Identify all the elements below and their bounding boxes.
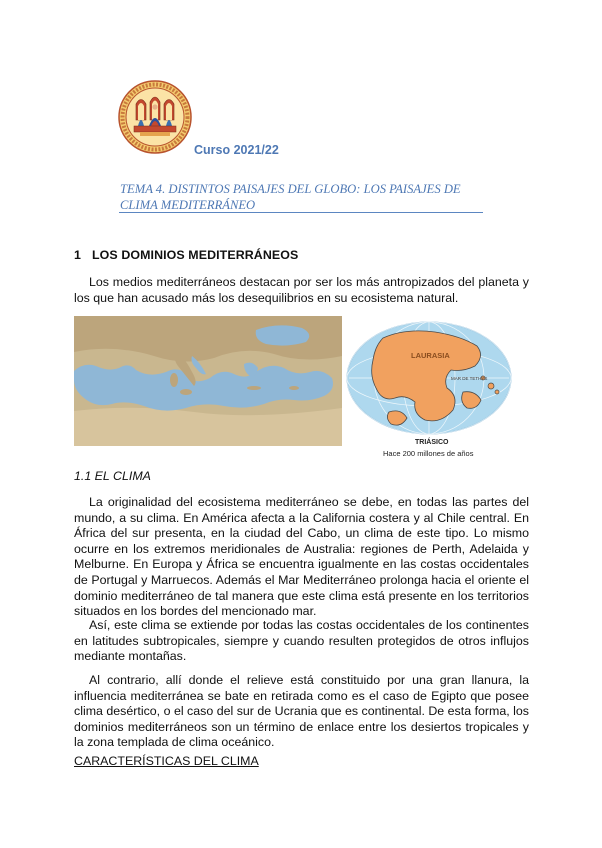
climate-paragraph-2: Así, este clima se extiende por todas las costas occidentales de los continentes en latitudes subtropicales, siempre y cuando resulten protegidos de otros influjos mediante montañas. bbox=[74, 618, 529, 664]
course-year: Curso 2021/22 bbox=[194, 143, 279, 157]
section-number: 1 bbox=[74, 248, 81, 262]
title-underline bbox=[119, 212, 483, 213]
triassic-label: TRIÁSICO bbox=[415, 439, 449, 446]
laurasia-label: LAURASIA bbox=[411, 351, 450, 360]
intro-paragraph: Los medios mediterráneos destacan por ser los más antropizados del planeta y los que han acusado más los desequilibrios en su ecosistema natural. bbox=[74, 275, 529, 305]
climate-paragraph-1: La originalidad del ecosistema mediterráneo se debe, en todas las partes del mundo, a su clima. En América afecta a la California costera y al Chile central. En África del sur presenta, en la ciudad del Cabo, un clima de este tipo. Lo mismo ocurre en los extremos meridionales de Australia: regiones de Perth, Adelaida y Melburne. En Europa y África se encuentra igualmente en las costas occidentales de Portugal y Marruecos. Además el Mar Mediterráneo prolonga hacia el oriente el dominio mediterráneo de tal manera que este clima está presente en los territorios situados en los bordes del mencionado mar. bbox=[74, 495, 529, 619]
mediterranean-map-image bbox=[74, 316, 342, 446]
climate-characteristics-heading: CARACTERÍSTICAS DEL CLIMA bbox=[74, 754, 259, 768]
tethys-label: MAR DE TETHYS bbox=[451, 376, 488, 381]
triassic-globe-image bbox=[343, 320, 515, 462]
topic-title: TEMA 4. DISTINTOS PAISAJES DEL GLOBO: LOS PAISAJES DE CLIMA MEDITERRÁNEO bbox=[120, 182, 461, 212]
university-seal-logo bbox=[118, 80, 192, 154]
section-heading bbox=[74, 248, 298, 262]
climate-paragraph-3: Al contrario, allí donde el relieve está constituido por una gran llanura, la influencia mediterránea se bate en retirada como es el caso de Egipto que posee clima desértico, o el caso del sur de Ucrania que es continental. De esta forma, los dominios mediterráneos son un término de enlace entre los desiertos tropicales y la zona templada de clima oceánico. bbox=[74, 673, 529, 750]
subsection-title: 1.1 EL CLIMA bbox=[74, 469, 151, 483]
age-label: Hace 200 millones de años bbox=[383, 449, 474, 458]
section-title: LOS DOMINIOS MEDITERRÁNEOS bbox=[92, 248, 299, 262]
